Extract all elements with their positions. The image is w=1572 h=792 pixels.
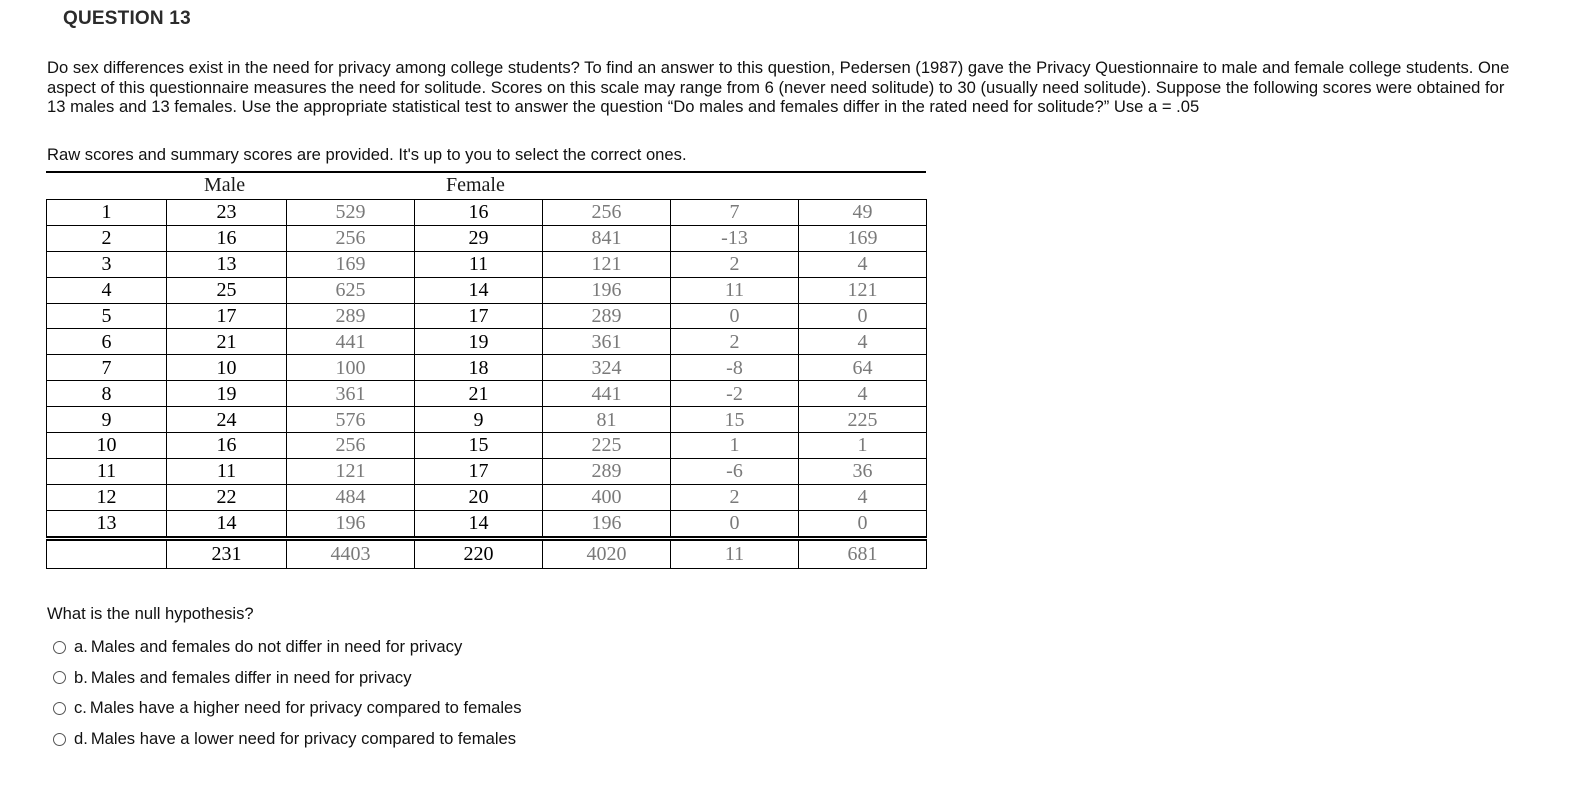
difference-squared-cell: 225 bbox=[799, 407, 927, 433]
row-index-cell: 7 bbox=[47, 355, 167, 381]
totals-row bbox=[47, 538, 927, 568]
male-squared-cell: 100 bbox=[287, 355, 415, 381]
male-squared-cell: 576 bbox=[287, 407, 415, 433]
row-index-cell: 1 bbox=[47, 200, 167, 226]
male-score-cell: 19 bbox=[167, 381, 287, 407]
option-letter: d. bbox=[74, 729, 88, 749]
male-score-cell: 13 bbox=[167, 251, 287, 277]
option-letter: b. bbox=[74, 667, 88, 687]
difference-squared-cell: 1 bbox=[799, 433, 927, 459]
row-index-cell: 4 bbox=[47, 277, 167, 303]
male-squared-cell: 361 bbox=[287, 381, 415, 407]
difference-cell: 11 bbox=[671, 277, 799, 303]
female-score-cell: 11 bbox=[415, 251, 543, 277]
option-letter: a. bbox=[74, 637, 88, 657]
table-header-row bbox=[46, 173, 926, 199]
row-index-cell: 5 bbox=[47, 303, 167, 329]
table-row bbox=[47, 510, 927, 538]
difference-cell: 15 bbox=[671, 407, 799, 433]
female-squared-cell: 324 bbox=[543, 355, 671, 381]
difference-squared-cell: 36 bbox=[799, 458, 927, 484]
row-index-cell: 3 bbox=[47, 251, 167, 277]
difference-cell: -2 bbox=[671, 381, 799, 407]
table-row bbox=[47, 484, 927, 510]
option-text: Males and females differ in need for privacy bbox=[90, 667, 412, 687]
female-score-cell: 16 bbox=[415, 200, 543, 226]
header-female: Female bbox=[446, 174, 505, 196]
difference-squared-cell: 4 bbox=[799, 251, 927, 277]
row-index-total-cell bbox=[47, 538, 167, 568]
scores-table-body bbox=[47, 200, 927, 569]
difference-cell: 0 bbox=[671, 303, 799, 329]
male-squared-total-cell: 4403 bbox=[287, 538, 415, 568]
difference-squared-total-cell: 681 bbox=[799, 538, 927, 568]
difference-cell: 2 bbox=[671, 251, 799, 277]
table-row bbox=[47, 433, 927, 459]
male-squared-cell: 256 bbox=[287, 225, 415, 251]
difference-squared-cell: 169 bbox=[799, 225, 927, 251]
female-squared-cell: 289 bbox=[543, 303, 671, 329]
row-index-cell: 13 bbox=[47, 510, 167, 538]
table-row bbox=[47, 200, 927, 226]
female-score-cell: 14 bbox=[415, 510, 543, 538]
option-d[interactable] bbox=[53, 724, 522, 755]
difference-cell: 2 bbox=[671, 329, 799, 355]
female-squared-cell: 225 bbox=[543, 433, 671, 459]
option-text: Males have a lower need for privacy compared to females bbox=[90, 729, 517, 749]
difference-cell: -6 bbox=[671, 458, 799, 484]
table-row bbox=[47, 381, 927, 407]
female-score-cell: 18 bbox=[415, 355, 543, 381]
row-index-cell: 11 bbox=[47, 458, 167, 484]
difference-cell: -8 bbox=[671, 355, 799, 381]
table-row bbox=[47, 303, 927, 329]
question-title: QUESTION 13 bbox=[63, 8, 191, 29]
female-squared-cell: 256 bbox=[543, 200, 671, 226]
female-score-cell: 17 bbox=[415, 458, 543, 484]
female-score-cell: 20 bbox=[415, 484, 543, 510]
answer-options bbox=[53, 632, 522, 754]
female-squared-cell: 196 bbox=[543, 277, 671, 303]
table-row bbox=[47, 251, 927, 277]
option-letter: c. bbox=[74, 698, 87, 718]
difference-total-cell: 11 bbox=[671, 538, 799, 568]
option-b[interactable] bbox=[53, 663, 522, 694]
row-index-cell: 12 bbox=[47, 484, 167, 510]
difference-squared-cell: 4 bbox=[799, 381, 927, 407]
radio-button-icon[interactable] bbox=[53, 733, 66, 746]
male-squared-cell: 121 bbox=[287, 458, 415, 484]
female-score-cell: 21 bbox=[415, 381, 543, 407]
female-squared-cell: 289 bbox=[543, 458, 671, 484]
female-squared-cell: 400 bbox=[543, 484, 671, 510]
table-row bbox=[47, 355, 927, 381]
option-text: Males and females do not differ in need for privacy bbox=[90, 637, 463, 657]
male-squared-cell: 196 bbox=[287, 510, 415, 538]
female-squared-cell: 841 bbox=[543, 225, 671, 251]
female-score-cell: 19 bbox=[415, 329, 543, 355]
female-score-total-cell: 220 bbox=[415, 538, 543, 568]
sub-question: What is the null hypothesis? bbox=[47, 604, 254, 623]
female-squared-cell: 121 bbox=[543, 251, 671, 277]
difference-cell: -13 bbox=[671, 225, 799, 251]
header-male: Male bbox=[204, 174, 246, 196]
male-score-cell: 14 bbox=[167, 510, 287, 538]
male-score-cell: 16 bbox=[167, 433, 287, 459]
male-score-cell: 16 bbox=[167, 225, 287, 251]
difference-cell: 0 bbox=[671, 510, 799, 538]
female-squared-cell: 361 bbox=[543, 329, 671, 355]
table-row bbox=[47, 407, 927, 433]
female-score-cell: 9 bbox=[415, 407, 543, 433]
scores-table bbox=[46, 199, 927, 569]
row-index-cell: 8 bbox=[47, 381, 167, 407]
difference-squared-cell: 49 bbox=[799, 200, 927, 226]
female-squared-total-cell: 4020 bbox=[543, 538, 671, 568]
female-squared-cell: 81 bbox=[543, 407, 671, 433]
table-row bbox=[47, 458, 927, 484]
radio-button-icon[interactable] bbox=[53, 641, 66, 654]
female-squared-cell: 441 bbox=[543, 381, 671, 407]
option-text: Males have a higher need for privacy compared to females bbox=[89, 698, 522, 718]
female-score-cell: 29 bbox=[415, 225, 543, 251]
male-squared-cell: 625 bbox=[287, 277, 415, 303]
male-squared-cell: 441 bbox=[287, 329, 415, 355]
difference-cell: 1 bbox=[671, 433, 799, 459]
scores-table-container bbox=[46, 171, 926, 569]
difference-squared-cell: 64 bbox=[799, 355, 927, 381]
male-squared-cell: 484 bbox=[287, 484, 415, 510]
question-prompt: Do sex differences exist in the need for privacy among college students? To find an answer to this question, Pedersen (1987) gave the Privacy Questionnaire to male and female college students. One aspect of this questionnaire measures the need for solitude. Scores on this scale may range from 6 (never need solitude) to 30 (usually need solitude). Suppose the following scores were obtained for 13 males and 13 females. Use the appropriate statistical test to answer the question “Do males and females differ in the rated need for solitude?” Use a = .05 bbox=[47, 58, 1510, 116]
row-index-cell: 10 bbox=[47, 433, 167, 459]
radio-button-icon[interactable] bbox=[53, 702, 66, 715]
female-squared-cell: 196 bbox=[543, 510, 671, 538]
male-score-cell: 17 bbox=[167, 303, 287, 329]
table-row bbox=[47, 277, 927, 303]
difference-cell: 2 bbox=[671, 484, 799, 510]
male-score-cell: 10 bbox=[167, 355, 287, 381]
difference-squared-cell: 0 bbox=[799, 303, 927, 329]
male-squared-cell: 169 bbox=[287, 251, 415, 277]
difference-squared-cell: 121 bbox=[799, 277, 927, 303]
male-score-cell: 24 bbox=[167, 407, 287, 433]
row-index-cell: 2 bbox=[47, 225, 167, 251]
male-squared-cell: 529 bbox=[287, 200, 415, 226]
male-score-total-cell: 231 bbox=[167, 538, 287, 568]
difference-squared-cell: 0 bbox=[799, 510, 927, 538]
difference-cell: 7 bbox=[671, 200, 799, 226]
table-row bbox=[47, 225, 927, 251]
female-score-cell: 14 bbox=[415, 277, 543, 303]
male-score-cell: 21 bbox=[167, 329, 287, 355]
option-c[interactable] bbox=[53, 693, 522, 724]
difference-squared-cell: 4 bbox=[799, 484, 927, 510]
difference-squared-cell: 4 bbox=[799, 329, 927, 355]
male-score-cell: 25 bbox=[167, 277, 287, 303]
row-index-cell: 6 bbox=[47, 329, 167, 355]
male-score-cell: 11 bbox=[167, 458, 287, 484]
male-squared-cell: 256 bbox=[287, 433, 415, 459]
row-index-cell: 9 bbox=[47, 407, 167, 433]
male-squared-cell: 289 bbox=[287, 303, 415, 329]
table-note: Raw scores and summary scores are provided. It's up to you to select the correct ones. bbox=[47, 145, 687, 164]
female-score-cell: 15 bbox=[415, 433, 543, 459]
option-a[interactable] bbox=[53, 632, 522, 663]
male-score-cell: 22 bbox=[167, 484, 287, 510]
radio-button-icon[interactable] bbox=[53, 671, 66, 684]
table-row bbox=[47, 329, 927, 355]
female-score-cell: 17 bbox=[415, 303, 543, 329]
male-score-cell: 23 bbox=[167, 200, 287, 226]
